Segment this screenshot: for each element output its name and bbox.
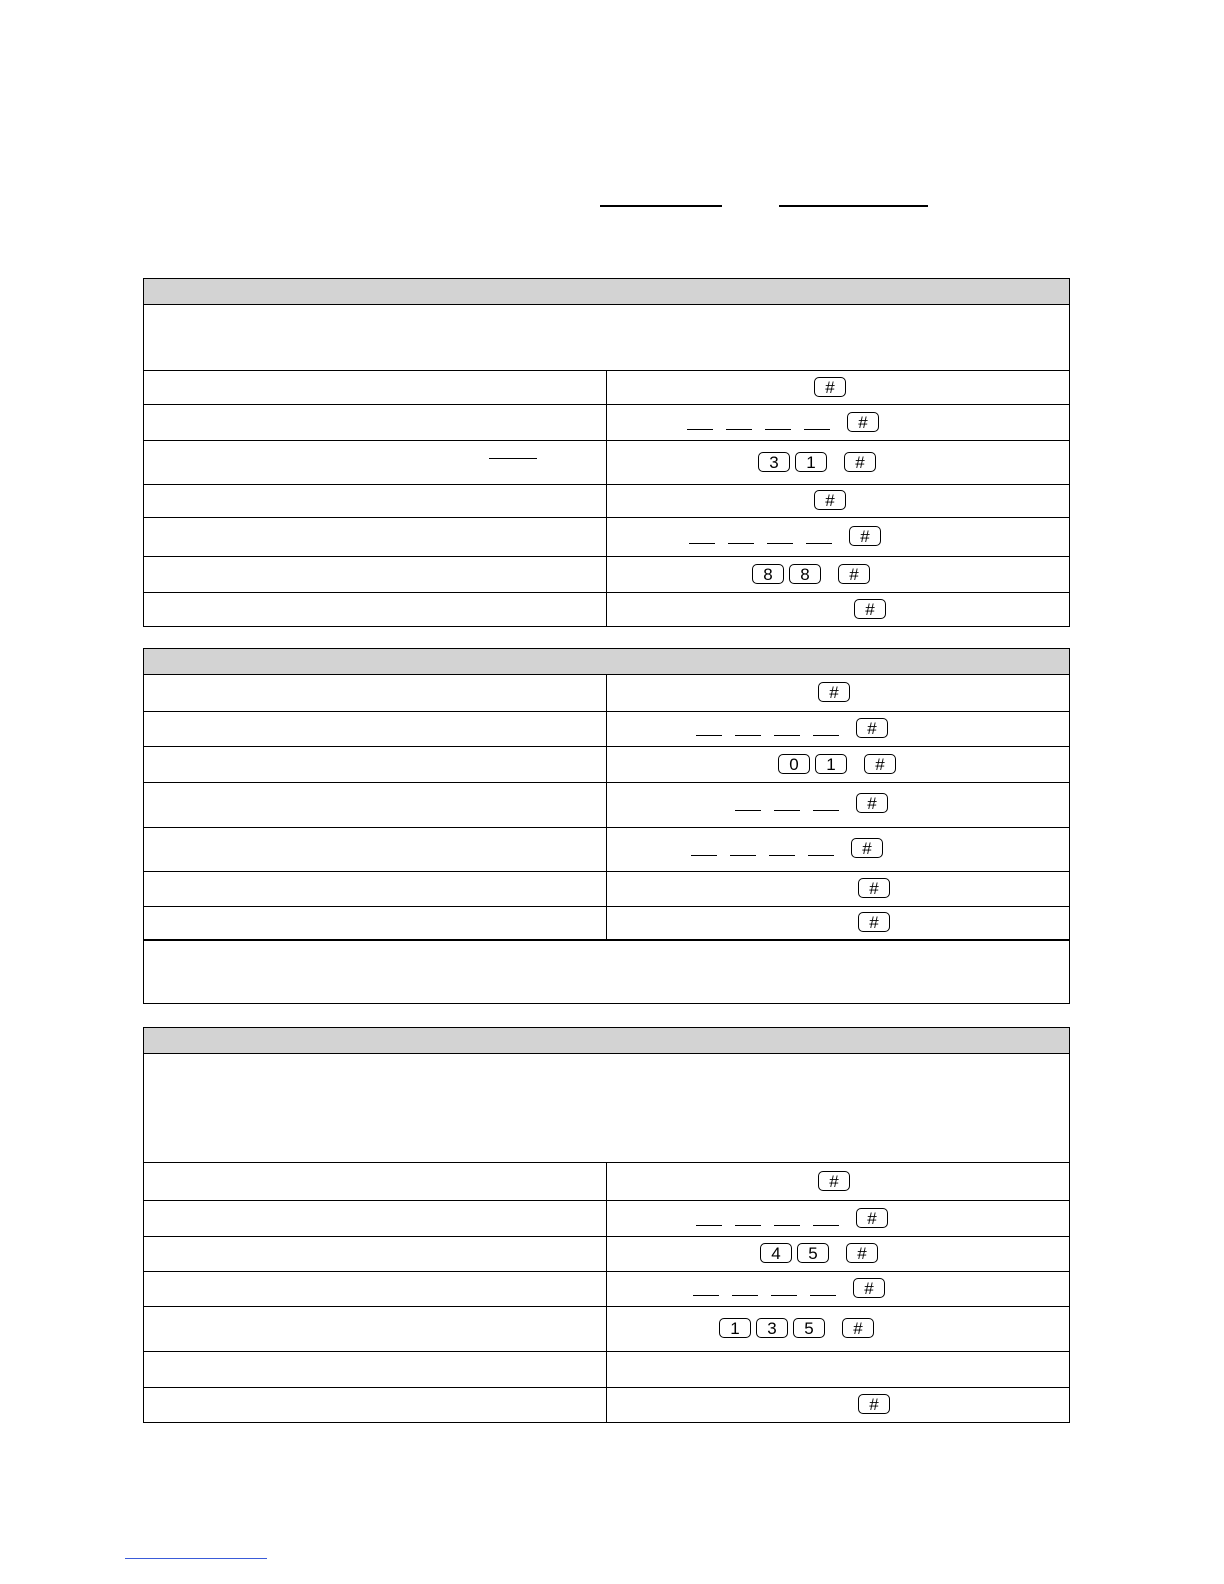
hash-key: # (856, 718, 888, 738)
hash-key: # (851, 838, 883, 858)
digit-blank (813, 735, 839, 736)
digit-blank (774, 810, 800, 811)
hash-key: # (854, 599, 886, 619)
row-label (144, 1201, 607, 1236)
row-label (144, 485, 607, 517)
digit-key: 0 (778, 754, 810, 774)
table-row (144, 593, 1069, 627)
table-row (144, 872, 1069, 907)
row-label (144, 872, 607, 906)
section-2-note (144, 940, 1069, 1002)
digit-blank (691, 855, 717, 856)
table-row (144, 1307, 1069, 1352)
section-1-header (144, 279, 1069, 305)
row-keys (607, 712, 1069, 746)
row-label (144, 1352, 607, 1387)
row-label (144, 518, 607, 556)
hash-key: # (858, 878, 890, 898)
digit-blank (689, 543, 715, 544)
hash-key: # (856, 1208, 888, 1228)
row-label (144, 907, 607, 939)
row-label (144, 783, 607, 827)
row-keys (607, 872, 1069, 906)
row-label (144, 405, 607, 440)
digit-key: 1 (795, 452, 827, 472)
digit-blank (774, 735, 800, 736)
row-keys (607, 1352, 1069, 1387)
digit-key: 3 (756, 1318, 788, 1338)
hash-key: # (814, 490, 846, 510)
row-keys (607, 518, 1069, 556)
table-row (144, 518, 1069, 557)
hash-key: # (849, 526, 881, 546)
table-row (144, 405, 1069, 441)
row-keys (607, 675, 1069, 711)
row-label (144, 828, 607, 871)
section-3-note (144, 1054, 1069, 1163)
digit-blank (735, 810, 761, 811)
digit-key: 5 (797, 1243, 829, 1263)
digit-blank (810, 1295, 836, 1296)
table-row (144, 828, 1069, 872)
table-row (144, 1163, 1069, 1201)
row-label (144, 371, 607, 404)
row-keys (607, 1307, 1069, 1351)
label-underline (489, 458, 537, 459)
digit-key: 1 (719, 1318, 751, 1338)
table-row (144, 712, 1069, 747)
row-keys (607, 593, 1069, 627)
digit-blank (808, 855, 834, 856)
hash-key: # (814, 377, 846, 397)
table-row (144, 485, 1069, 518)
row-label (144, 557, 607, 592)
digit-blank (687, 429, 713, 430)
row-keys (607, 1163, 1069, 1200)
row-label (144, 1237, 607, 1271)
digit-blank (693, 1295, 719, 1296)
digit-blank (771, 1295, 797, 1296)
row-label (144, 1163, 607, 1200)
hash-key: # (844, 452, 876, 472)
section-1 (143, 278, 1070, 627)
row-label (144, 747, 607, 782)
digit-blank (813, 1225, 839, 1226)
row-keys (607, 907, 1069, 939)
row-label (144, 1388, 607, 1422)
digit-key: 1 (815, 754, 847, 774)
digit-blank (726, 429, 752, 430)
hash-key: # (842, 1318, 874, 1338)
digit-blank (696, 1225, 722, 1226)
hash-key: # (818, 1171, 850, 1191)
row-label (144, 675, 607, 711)
digit-blank (774, 1225, 800, 1226)
row-keys (607, 1272, 1069, 1306)
row-keys (607, 1388, 1069, 1422)
digit-blank (804, 429, 830, 430)
digit-key: 8 (789, 564, 821, 584)
table-row (144, 1237, 1069, 1272)
row-keys (607, 1201, 1069, 1236)
row-label (144, 1272, 607, 1306)
table-row (144, 1201, 1069, 1237)
digit-blank (769, 855, 795, 856)
hash-key: # (856, 793, 888, 813)
row-keys (607, 828, 1069, 871)
digit-key: 5 (793, 1318, 825, 1338)
header-blank-line-2 (779, 205, 928, 207)
table-row (144, 747, 1069, 783)
row-keys (607, 783, 1069, 827)
hash-key: # (818, 682, 850, 702)
digit-key: 4 (760, 1243, 792, 1263)
digit-blank (765, 429, 791, 430)
header-blank-line-1 (600, 205, 722, 207)
section-1-note (144, 305, 1069, 371)
row-keys (607, 371, 1069, 404)
row-keys (607, 747, 1069, 782)
hash-key: # (846, 1243, 878, 1263)
section-3 (143, 1027, 1070, 1423)
table-row (144, 1272, 1069, 1307)
section-2 (143, 648, 1070, 1004)
table-row (144, 1352, 1069, 1388)
digit-blank (696, 735, 722, 736)
row-label (144, 712, 607, 746)
hash-key: # (838, 564, 870, 584)
row-label (144, 1307, 607, 1351)
section-2-header (144, 649, 1069, 675)
digit-blank (728, 543, 754, 544)
row-label (144, 593, 607, 627)
table-row (144, 371, 1069, 405)
footer-link[interactable] (125, 1558, 267, 1559)
row-keys (607, 557, 1069, 592)
digit-blank (735, 735, 761, 736)
digit-blank (813, 810, 839, 811)
row-keys (607, 1237, 1069, 1271)
digit-key: 8 (752, 564, 784, 584)
digit-blank (735, 1225, 761, 1226)
table-row (144, 783, 1069, 828)
row-label (144, 441, 607, 484)
hash-key: # (858, 1394, 890, 1414)
table-row (144, 557, 1069, 593)
section-3-header (144, 1028, 1069, 1054)
row-keys (607, 441, 1069, 484)
digit-blank (806, 543, 832, 544)
digit-blank (730, 855, 756, 856)
digit-blank (732, 1295, 758, 1296)
hash-key: # (858, 912, 890, 932)
hash-key: # (864, 754, 896, 774)
hash-key: # (847, 412, 879, 432)
table-row (144, 675, 1069, 712)
table-row (144, 907, 1069, 940)
table-row (144, 441, 1069, 485)
table-row (144, 1388, 1069, 1422)
row-keys (607, 485, 1069, 517)
digit-blank (767, 543, 793, 544)
hash-key: # (853, 1278, 885, 1298)
row-keys (607, 405, 1069, 440)
digit-key: 3 (758, 452, 790, 472)
